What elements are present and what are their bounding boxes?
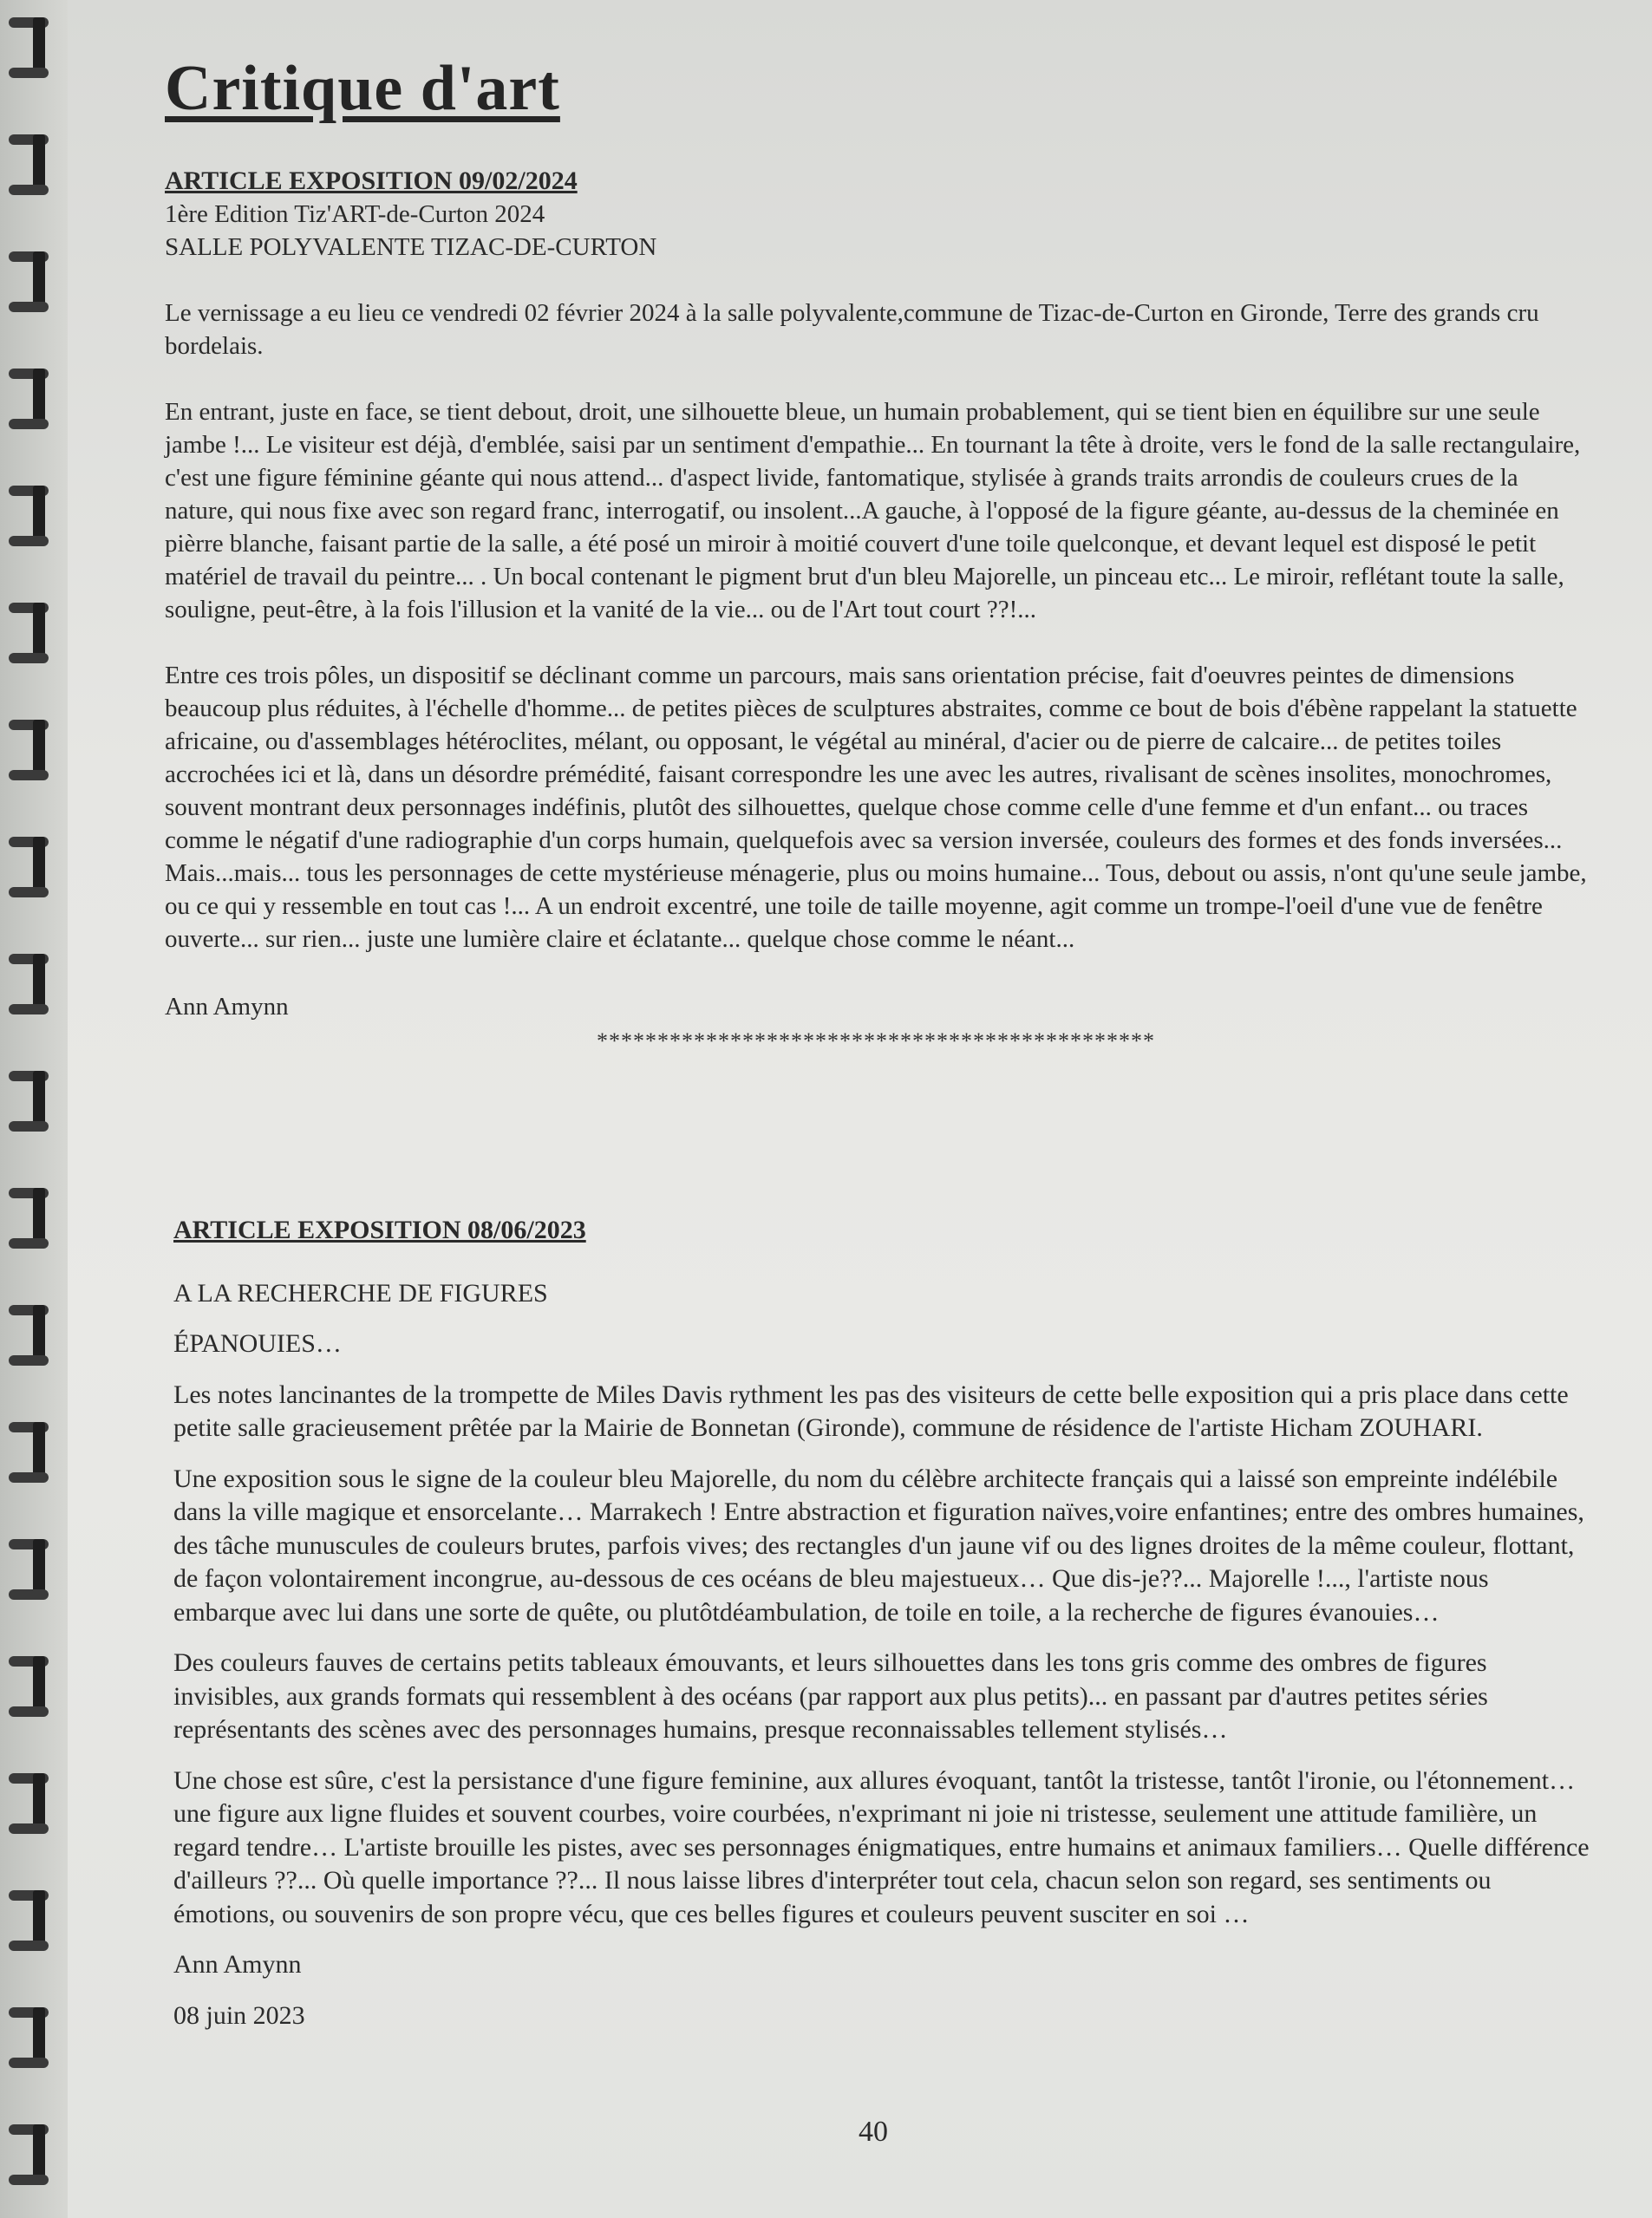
article-heading: ARTICLE EXPOSITION 09/02/2024 [165, 166, 578, 195]
binding-ring-icon [9, 720, 54, 780]
binding-ring-icon [9, 486, 54, 546]
article-paragraph: Le vernissage a eu lieu ce vendredi 02 février 2024 à la salle polyvalente,commune de Tizac-de-Curton en Gironde, Terre des grands cru bordelais. [165, 299, 1539, 360]
binding-ring-icon [9, 17, 54, 78]
separator: ********************************************** [597, 1028, 1155, 1054]
article-date: 08 juin 2023 [173, 2000, 305, 2030]
article-paragraph: Entre ces trois pôles, un dispositif se déclinant comme un parcours, mais sans orientation précise, fait d'oeuvres peintes de dimensions beaucoup plus réduites, à l'échelle d'homme... de petites pièces de sculptures abstraites, comme ce bout de bois d'ébène rappelant la statuette africaine, ou d'assemblages hétéroclites, mélant, ou opposant, le végétal au minéral, d'acier ou de pierre de calcaire... de petites toiles accrochées ici et là, dans un désordre prémédité, faisant correspondre les une avec les autres, rivalisant de scènes insolites, monochromes, souvent montrant deux personnages indéfinis, plutôt des silhouettes, quelque chose comme celle d'une femme et d'un enfant... ou traces comme le négatif d'une radiographie d'un corps humain, quelquefois avec sa version inversée, couleurs des formes et des fonds inversées... Mais...mais... tous les personnages de cette mystérieuse ménagerie, plus ou moins humaine... Tous, debout ou assis, n'ont qu'une seule jambe, ou ce qui y ressemble en tout cas !... A un endroit excentré, une toile de taille moyenne, agit comme un trompe-l'oeil d'une vue de fenêtre ouverte... sur rien... juste une lumière claire et éclatante... quelque chose comme le néant... [165, 662, 1587, 953]
binding-ring-icon [9, 1422, 54, 1483]
article-paragraph: Des couleurs fauves de certains petits tableaux émouvants, et leurs silhouettes dans les tons gris comme des ombres de figures invisibles, aux grands formats qui ressemblent à des océans (par rapport aux plus petits)... en passant par d'autres petites séries représentants des scènes avec des personnages humains, presque reconnaissables tellement stylisés… [173, 1648, 1488, 1744]
article-signature: Ann Amynn [165, 993, 289, 1021]
article-signature: Ann Amynn [173, 1950, 302, 1979]
article-paragraph: Une exposition sous le signe de la couleur bleu Majorelle, du nom du célèbre architecte français qui a laissé son empreinte indélébile dans la ville magique et ensorcelante… Marrakech ! Entre abstraction et figuration naïves,voire enfantines; entre des ombres humaines, des tâche munuscules de couleurs brutes, parfois vives; des rectangles d'un jaune vif ou des lignes droites de la même couleur, flottant, de façon volontairement incongrue, au-dessous de ces océans de bleu majestueux… Que dis-je??... Majorelle !..., l'artiste nous embarque avec lui dans une sorte de quête, ou plutôtdéambulation, de toile en toile, a la recherche de figures évanouies… [173, 1464, 1584, 1627]
binding-ring-icon [9, 1773, 54, 1834]
document-body [165, 52, 1590, 2030]
binding-ring-icon [9, 369, 54, 429]
binding-ring-icon [9, 1071, 54, 1132]
page-number: 40 [859, 2116, 888, 2148]
article-paragraph: En entrant, juste en face, se tient debout, droit, une silhouette bleue, un humain probablement, qui se tient bien en équilibre sur une seule jambe !... Le visiteur est déjà, d'emblée, saisi par un sentiment d'empathie... En tournant la tête à droite, vers le fond de la salle rectangulaire, c'est une figure féminine géante qui nous attend... d'aspect livide, fantomatique, stylisée à grands traits arrondis de couleurs crues de la nature, qui nous fixe avec son regard franc, interrogatif, ou insolent...A gauche, à l'opposé de la figure géante, au-dessus de la cheminée en pièrre blanche, faisant partie de la salle, a été posé un miroir à moitié couvert d'une toile quelconque, et devant lequel est disposé le petit matériel de travail du peintre... . Un bocal contenant le pigment brut d'un bleu Majorelle, un pinceau etc... Le miroir, reflétant toute la salle, souligne, peut-être, à la fois l'illusion et la vanité de la vie... ou de l'Art tout court ??!... [165, 398, 1581, 623]
article-paragraph: Une chose est sûre, c'est la persistance d'une figure feminine, aux allures évoquant, tantôt la tristesse, tantôt l'ironie, ou l'étonnement… une figure aux ligne fluides et souvent courbes, voire courbées, n'exprimant ni joie ni tristesse, seulement une attitude familière, un regard tendre… L'artiste brouille les pistes, avec ses personnages énigmatiques, entre humains et animaux familiers… Quelle différence d'ailleurs ??... Où quelle importance ??... Il nous laisse libres d'interpréter tout cela, chacun selon son regard, ses sentiments ou émotions, ou souvenirs de son propre vécu, que ces belles figures et couleurs peuvent susciter en soi … [173, 1765, 1590, 1928]
article-edition: 1ère Edition Tiz'ART-de-Curton 2024 [165, 200, 545, 228]
binding-ring-icon [9, 603, 54, 663]
binding-ring-icon [9, 1539, 54, 1600]
article-2024 [165, 165, 1587, 1058]
binding-ring-icon [9, 1305, 54, 1366]
binding-ring-icon [9, 1890, 54, 1951]
binding-ring-icon [9, 1188, 54, 1249]
binding-ring-icon [9, 2124, 54, 2185]
binding-ring-icon [9, 251, 54, 312]
binding-ring-icon [9, 134, 54, 195]
article-venue: SALLE POLYVALENTE TIZAC-DE-CURTON [165, 233, 657, 261]
binding-ring-icon [9, 954, 54, 1014]
article-title-line: ÉPANOUIES… [173, 1329, 342, 1358]
binding-ring-icon [9, 1656, 54, 1717]
article-2023 [173, 1214, 1596, 2032]
binding-ring-icon [9, 837, 54, 897]
article-heading: ARTICLE EXPOSITION 08/06/2023 [173, 1216, 586, 1244]
binding-ring-icon [9, 2007, 54, 2068]
spiral-binding [0, 0, 68, 2218]
article-title-line: A LA RECHERCHE DE FIGURES [173, 1278, 548, 1308]
page-title: Critique d'art [165, 53, 560, 124]
article-paragraph: Les notes lancinantes de la trompette de Miles Davis rythment les pas des visiteurs de cette belle exposition qui a pris place dans cette petite salle gracieusement prêtée par la Mairie de Bonnetan (Gironde), commune de résidence de l'artiste Hicham ZOUHARI. [173, 1380, 1569, 1442]
